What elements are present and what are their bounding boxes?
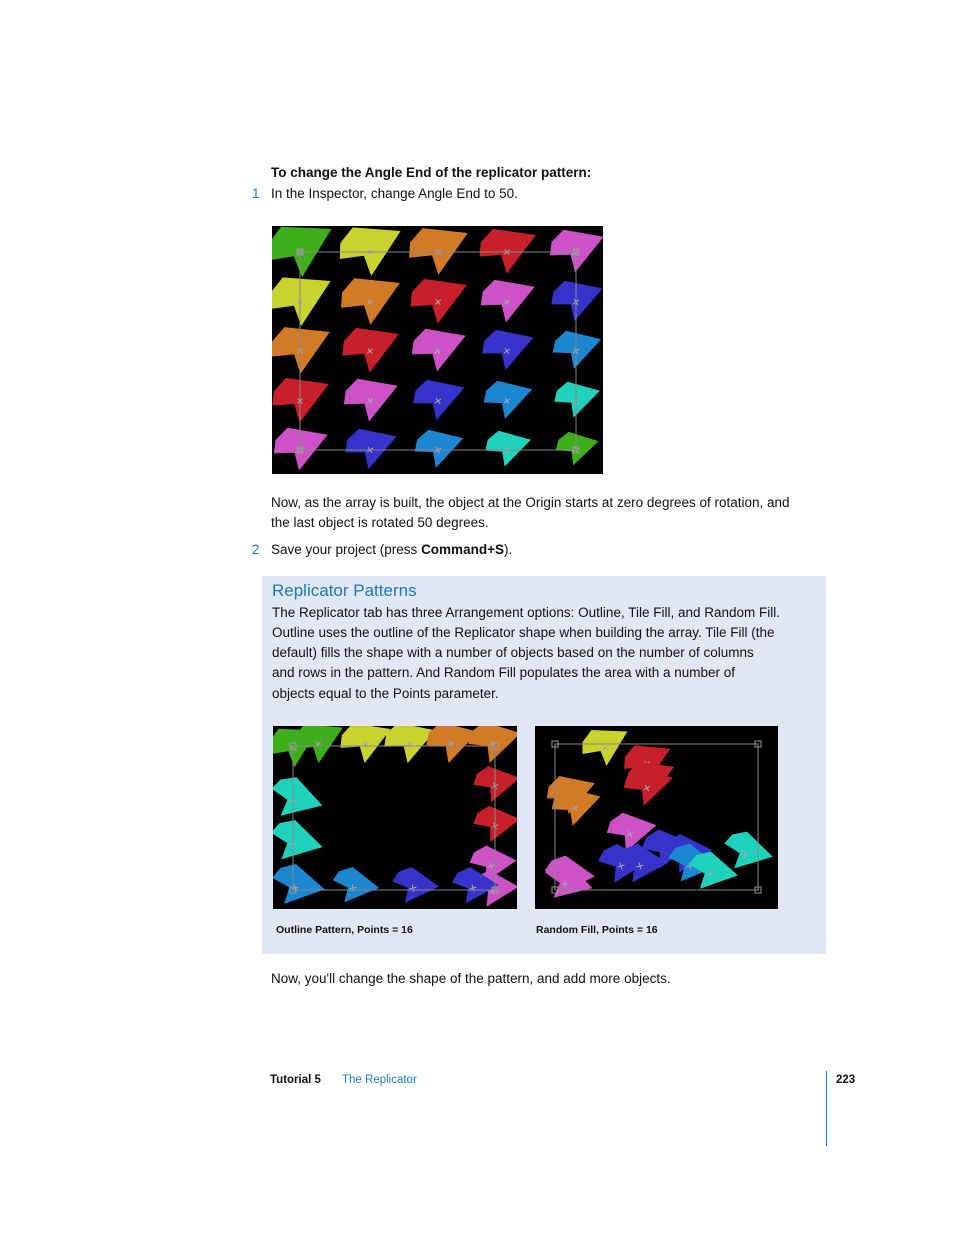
replicated-object [411, 378, 465, 424]
replicated-object [409, 278, 467, 326]
figure-caption: Random Fill, Points = 16 [536, 924, 658, 936]
step-number: 2 [252, 542, 260, 557]
footer-section-link[interactable]: The Replicator [342, 1074, 417, 1086]
replicated-object [424, 726, 479, 768]
replicated-object [386, 862, 440, 909]
step-number: 1 [252, 186, 260, 201]
sidebar-line: objects equal to the Points parameter. [272, 686, 499, 701]
replicated-object [480, 328, 534, 374]
sidebar-line: and rows in the pattern. And Random Fill populates the area with a number of [272, 665, 736, 680]
replicated-object [340, 277, 400, 326]
replicated-object [479, 278, 535, 325]
page-number: 223 [836, 1074, 856, 1086]
sidebar-title: Replicator Patterns [272, 581, 417, 600]
replicated-object [469, 803, 517, 849]
replicated-object [536, 855, 593, 909]
footer-chapter: Tutorial 5 [270, 1074, 321, 1086]
replicated-object [342, 377, 398, 424]
body-text: Now, as the array is built, the object at the Origin starts at zero degrees of rotation, and [271, 495, 790, 510]
sidebar-line: Outline uses the outline of the Replicator shape when building the array. Tile Fill (the [272, 625, 775, 640]
figure-caption: Outline Pattern, Points = 16 [276, 924, 413, 936]
closing-text: Now, you'll change the shape of the pattern, and add more objects. [271, 971, 671, 986]
replicated-object [465, 726, 517, 769]
replicated-object [273, 770, 324, 831]
replicated-object [341, 327, 399, 375]
step-text: In the Inspector, change Angle End to 50. [271, 186, 518, 201]
replicated-object [273, 814, 324, 875]
replicated-object [326, 862, 380, 909]
replicated-object [273, 858, 326, 909]
replicated-object [293, 726, 343, 764]
sidebar-line: The Replicator tab has three Arrangement options: Outline, Tile Fill, and Random Fill. [272, 605, 781, 620]
replicated-object [470, 764, 517, 809]
replicated-object [272, 326, 330, 375]
tile-fill-figure [272, 226, 603, 474]
replicated-object [583, 730, 628, 766]
replicated-object [410, 327, 466, 374]
step-text: Save your project (press Command+S). [271, 542, 513, 557]
replicated-object [272, 277, 331, 327]
footer-rule [826, 1071, 827, 1146]
replicator-bounds [293, 746, 495, 890]
body-text: the last object is rotated 50 degrees. [271, 515, 489, 530]
outline-pattern-figure [273, 726, 517, 909]
random-fill-figure [535, 726, 778, 909]
procedure-heading: To change the Angle End of the replicator pattern: [271, 165, 592, 180]
sidebar-line: default) fills the shape with a number of objects based on the number of columns [272, 645, 754, 660]
replicated-object [481, 379, 532, 423]
